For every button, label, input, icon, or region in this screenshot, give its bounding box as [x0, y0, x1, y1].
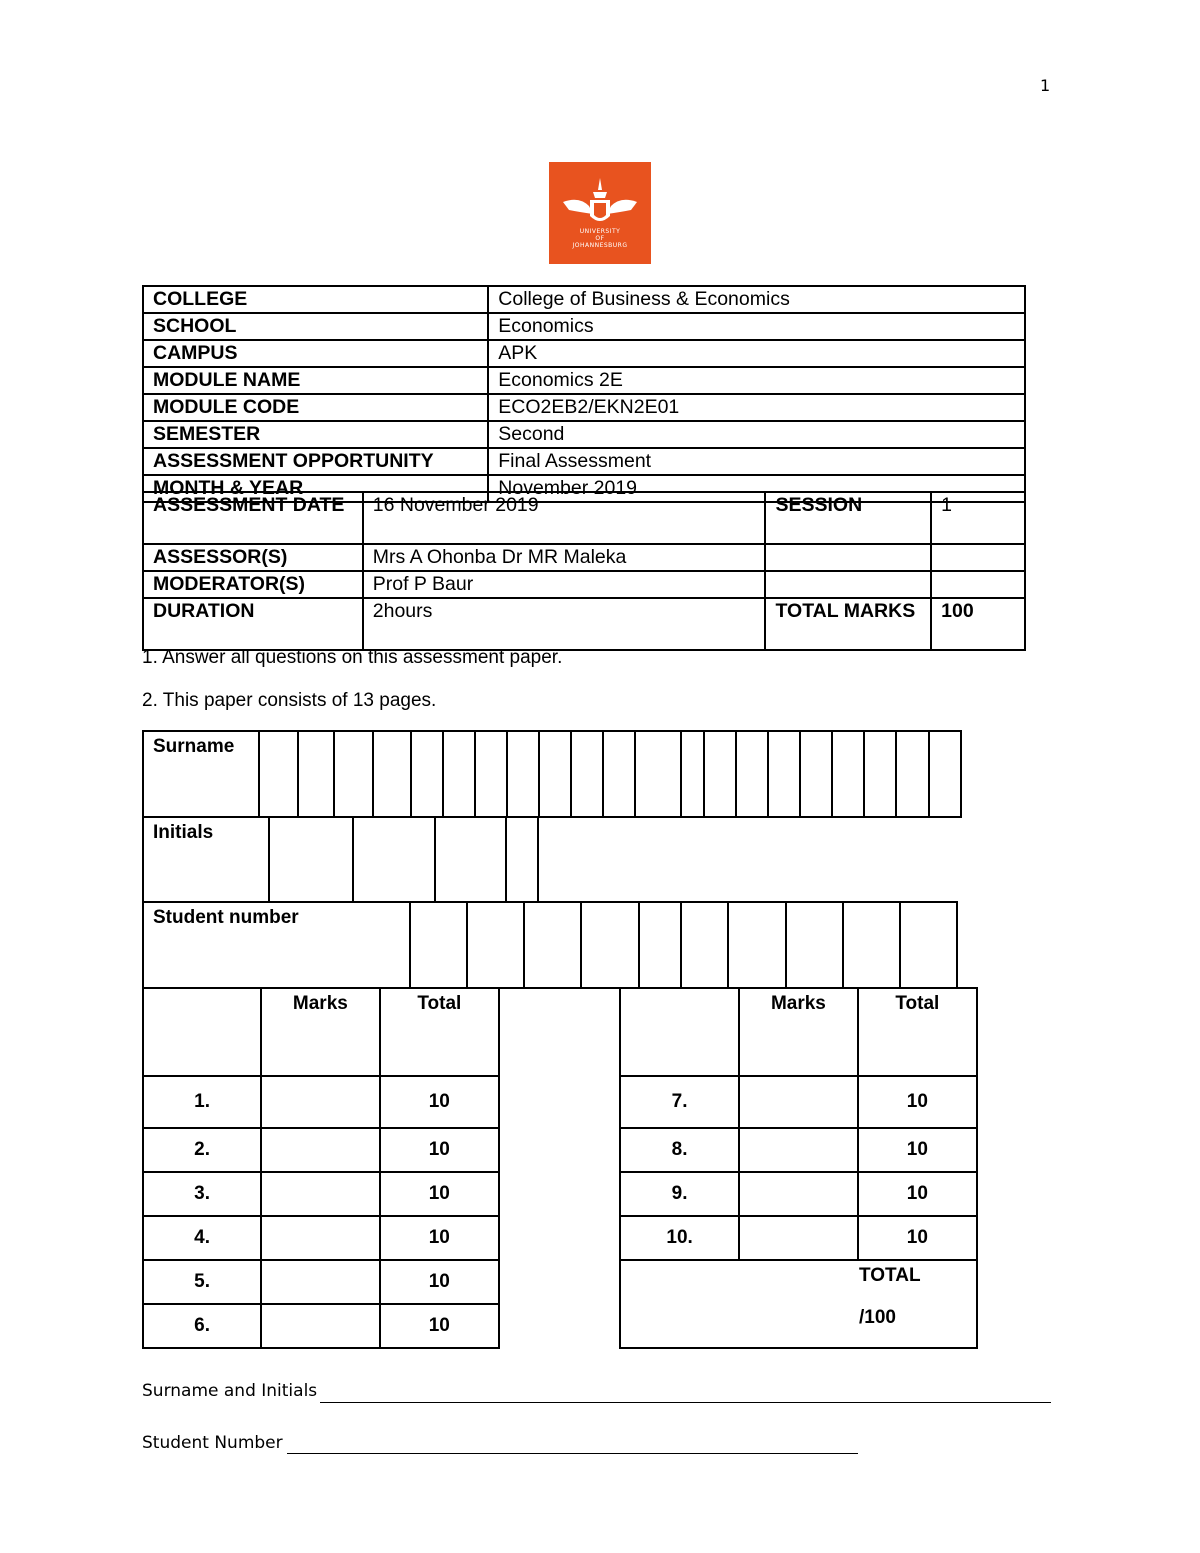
- question-total: 10: [380, 1076, 499, 1128]
- surname-box[interactable]: [895, 732, 897, 816]
- session-value: 1: [931, 492, 1025, 544]
- total-header: Total: [858, 988, 977, 1076]
- moderators-label: MODERATOR(S): [143, 571, 363, 598]
- student-number-line[interactable]: [287, 1437, 858, 1454]
- logo-line2: OF: [595, 235, 605, 242]
- semester-label: SEMESTER: [143, 421, 488, 448]
- logo-line1: UNIVERSITY: [579, 228, 621, 235]
- grand-total-label: TOTAL: [859, 1265, 921, 1286]
- surname-box[interactable]: [570, 732, 572, 816]
- initials-box[interactable]: [268, 818, 270, 901]
- total-marks-value: 100: [931, 598, 1025, 650]
- surname-box[interactable]: [831, 732, 833, 816]
- question-total: 10: [858, 1076, 977, 1128]
- question-number: 5.: [143, 1260, 261, 1304]
- assessment-info-table: [142, 491, 1026, 651]
- question-total: 10: [380, 1304, 499, 1348]
- student-number-box[interactable]: [680, 903, 682, 987]
- marks-header-blank: [143, 988, 261, 1076]
- school-value: Economics: [488, 313, 1025, 340]
- surname-box[interactable]: [767, 732, 769, 816]
- marks-input[interactable]: [261, 1304, 379, 1348]
- student-number-box[interactable]: [466, 903, 468, 987]
- question-number: 4.: [143, 1216, 261, 1260]
- page-number: 1: [1040, 76, 1051, 95]
- college-value: College of Business & Economics: [488, 286, 1025, 313]
- question-total: 10: [858, 1172, 977, 1216]
- student-number-box[interactable]: [409, 903, 411, 987]
- assessors-empty-cell: [765, 544, 931, 571]
- opportunity-label: ASSESSMENT OPPORTUNITY: [143, 448, 488, 475]
- student-number-label: Student number: [153, 907, 299, 928]
- surname-box[interactable]: [538, 732, 540, 816]
- question-number: 3.: [143, 1172, 261, 1216]
- date-label: ASSESSMENT DATE: [143, 492, 363, 544]
- module-name-value: Economics 2E: [488, 367, 1025, 394]
- duration-label: DURATION: [143, 598, 363, 650]
- instruction-1: 1. Answer all questions on this assessment paper.: [142, 647, 563, 668]
- moderators-value: Prof P Baur: [363, 571, 766, 598]
- grand-total-value: /100: [859, 1307, 896, 1328]
- module-code-value: ECO2EB2/EKN2E01: [488, 394, 1025, 421]
- student-number-grid[interactable]: [142, 901, 958, 989]
- session-label: SESSION: [765, 492, 931, 544]
- month-year-label: MONTH & YEAR: [143, 475, 488, 502]
- semester-value: Second: [488, 421, 1025, 448]
- question-total: 10: [380, 1216, 499, 1260]
- question-number: 1.: [143, 1076, 261, 1128]
- initials-box[interactable]: [434, 818, 436, 901]
- student-number-box[interactable]: [842, 903, 844, 987]
- module-name-label: MODULE NAME: [143, 367, 488, 394]
- question-number: 2.: [143, 1128, 261, 1172]
- initials-grid[interactable]: [142, 816, 539, 903]
- question-total: 10: [380, 1260, 499, 1304]
- surname-box[interactable]: [372, 732, 374, 816]
- surname-box[interactable]: [506, 732, 508, 816]
- marks-input[interactable]: [261, 1216, 379, 1260]
- surname-initials-line[interactable]: [320, 1386, 1051, 1403]
- surname-box[interactable]: [474, 732, 476, 816]
- campus-value: APK: [488, 340, 1025, 367]
- initials-box[interactable]: [352, 818, 354, 901]
- module-info-table: [142, 285, 1026, 503]
- opportunity-value: Final Assessment: [488, 448, 1025, 475]
- surname-box[interactable]: [333, 732, 335, 816]
- instruction-2: 2. This paper consists of 13 pages.: [142, 690, 437, 711]
- student-number-box[interactable]: [727, 903, 729, 987]
- duration-value: 2hours: [363, 598, 766, 650]
- surname-box[interactable]: [442, 732, 444, 816]
- marks-input[interactable]: [261, 1172, 379, 1216]
- student-number-box[interactable]: [638, 903, 640, 987]
- question-total: 10: [380, 1172, 499, 1216]
- surname-box[interactable]: [258, 732, 260, 816]
- marks-input[interactable]: [739, 1216, 857, 1260]
- school-label: SCHOOL: [143, 313, 488, 340]
- total-marks-label: TOTAL MARKS: [765, 598, 931, 650]
- student-number-box[interactable]: [523, 903, 525, 987]
- marks-input[interactable]: [739, 1172, 857, 1216]
- surname-box[interactable]: [735, 732, 737, 816]
- question-total: 10: [858, 1128, 977, 1172]
- marks-input[interactable]: [261, 1128, 379, 1172]
- surname-box[interactable]: [410, 732, 412, 816]
- college-label: COLLEGE: [143, 286, 488, 313]
- marks-header: Marks: [739, 988, 857, 1076]
- marks-table-left: [142, 987, 500, 1349]
- surname-box[interactable]: [799, 732, 801, 816]
- question-total: 10: [858, 1216, 977, 1260]
- month-year-value: November 2019: [488, 475, 1025, 502]
- marks-header: Marks: [261, 988, 379, 1076]
- question-total: 10: [380, 1128, 499, 1172]
- question-number: 7.: [620, 1076, 739, 1128]
- surname-box[interactable]: [634, 732, 636, 816]
- initials-label: Initials: [153, 822, 214, 843]
- surname-box[interactable]: [680, 732, 682, 816]
- marks-input[interactable]: [261, 1076, 379, 1128]
- marks-input[interactable]: [739, 1128, 857, 1172]
- question-number: 9.: [620, 1172, 739, 1216]
- university-logo: [549, 162, 651, 264]
- surname-box[interactable]: [602, 732, 604, 816]
- logo-line3: JOHANNESBURG: [572, 242, 628, 249]
- total-header: Total: [380, 988, 499, 1076]
- initials-box[interactable]: [505, 818, 507, 901]
- surname-grid[interactable]: [142, 730, 962, 818]
- campus-label: CAMPUS: [143, 340, 488, 367]
- student-number-box[interactable]: [785, 903, 787, 987]
- date-value: 16 November 2019: [363, 492, 766, 544]
- marks-input[interactable]: [261, 1260, 379, 1304]
- surname-box[interactable]: [863, 732, 865, 816]
- surname-box[interactable]: [297, 732, 299, 816]
- surname-initials-label: Surname and Initials: [142, 1381, 318, 1401]
- module-code-label: MODULE CODE: [143, 394, 488, 421]
- assessors-value: Mrs A Ohonba Dr MR Maleka: [363, 544, 766, 571]
- student-number-box[interactable]: [580, 903, 582, 987]
- student-number-sig-label: Student Number: [142, 1433, 283, 1453]
- marks-input[interactable]: [739, 1076, 857, 1128]
- marks-table-right: [619, 987, 978, 1349]
- surname-label: Surname: [153, 736, 235, 757]
- grand-total-cell[interactable]: [620, 1260, 977, 1348]
- surname-box[interactable]: [928, 732, 930, 816]
- assessors-label: ASSESSOR(S): [143, 544, 363, 571]
- question-number: 10.: [620, 1216, 739, 1260]
- surname-box[interactable]: [703, 732, 705, 816]
- marks-header-blank: [620, 988, 739, 1076]
- moderators-empty-cell: [931, 571, 1025, 598]
- question-number: 6.: [143, 1304, 261, 1348]
- assessors-empty-cell: [931, 544, 1025, 571]
- student-number-box[interactable]: [899, 903, 901, 987]
- moderators-empty-cell: [765, 571, 931, 598]
- question-number: 8.: [620, 1128, 739, 1172]
